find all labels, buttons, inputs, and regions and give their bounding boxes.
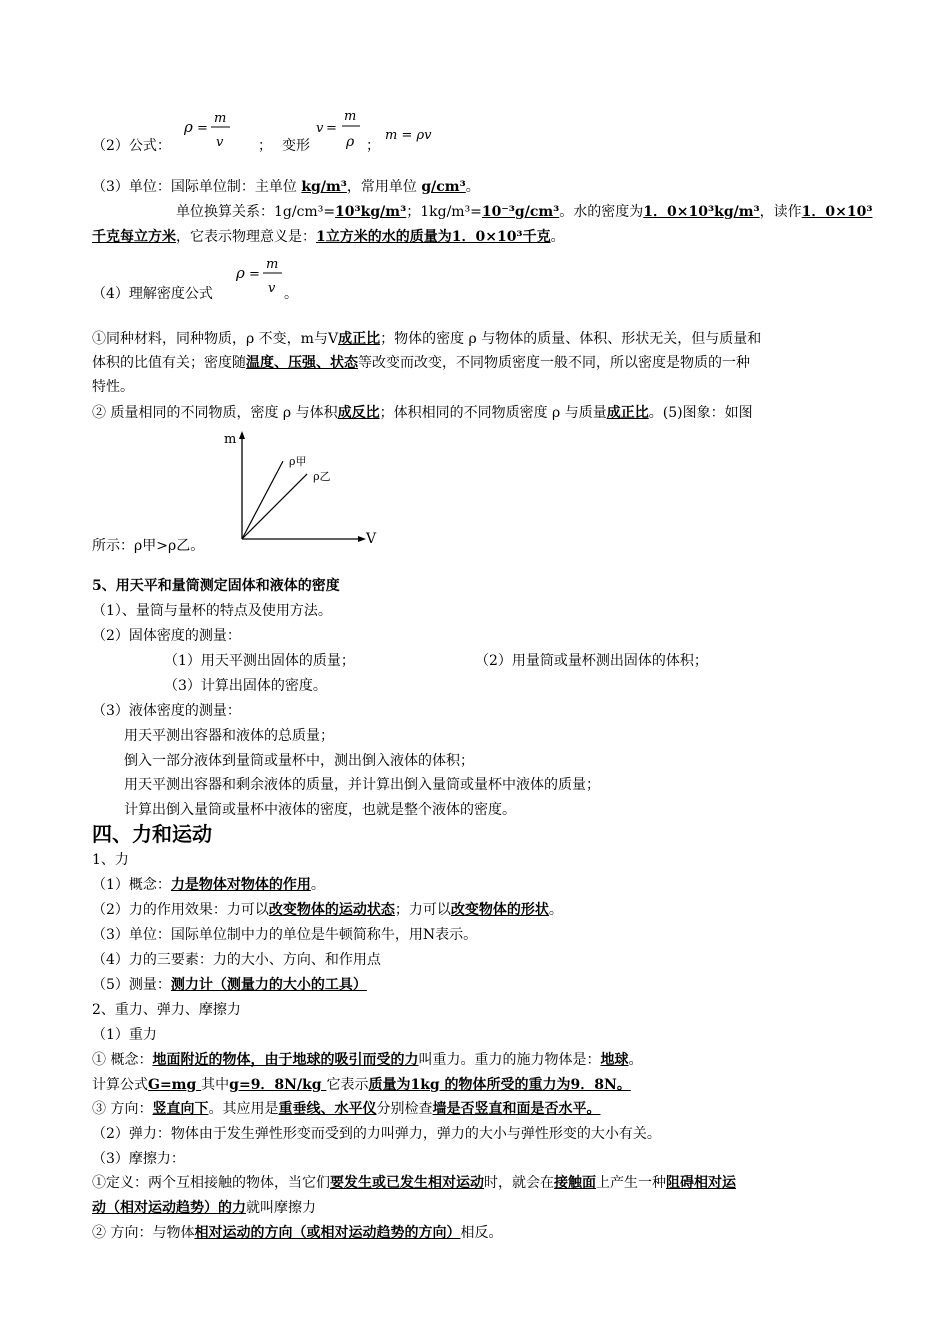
point1-line1: ①同种材料，同种物质，ρ 不变，m与V成正比；物体的密度 ρ 与物体的质量、体积、形状无关，但与质量和: [92, 331, 762, 347]
formula-rho-fraction: [182, 108, 242, 154]
formula-line: [92, 137, 171, 155]
svg-text:v: v: [268, 281, 276, 296]
section5-item: （3）计算出固体的密度。: [164, 678, 327, 694]
chapter-heading: 四、力和运动: [92, 822, 212, 846]
common-unit: g/cm³: [421, 179, 466, 195]
gravity-direction: ③ 方向：竖直向下。其应用是重垂线、水平仪分别检查墙是否竖直和面是否水平。: [92, 1101, 601, 1117]
formula-sep2: ；: [366, 138, 380, 154]
section5-item: （1）用天平测出固体的质量；: [164, 653, 355, 669]
formula-prefix: （2）公式：: [92, 138, 171, 154]
svg-text:=: =: [197, 121, 208, 136]
series-label-1: ρ甲: [289, 455, 307, 469]
svg-text:=: =: [249, 267, 260, 282]
x-axis-label: V: [366, 531, 377, 547]
main-unit: kg/m³: [301, 179, 347, 195]
friction-definition-2: 动（相对运动趋势）的力就叫摩擦力: [92, 1200, 316, 1216]
point1-line2: 体积的比值有关；密度随温度、压强、状态等改变而改变，不同物质密度一般不同，所以密度是物质的一种: [92, 355, 750, 371]
svg-text:m: m: [344, 109, 357, 124]
svg-text:m: m: [214, 111, 227, 126]
section5-item: （3）液体密度的测量：: [92, 703, 241, 719]
unit-line: （3）单位：国际单位制：主单位 kg/m³，常用单位 g/cm³。: [92, 179, 480, 195]
section5-title: 5、用天平和量筒测定固体和液体的密度: [92, 578, 340, 594]
section5-item: （2）固体密度的测量：: [92, 628, 241, 644]
formula-sep: ；: [258, 138, 272, 154]
friction-title: （3）摩擦力：: [92, 1151, 185, 1167]
svg-text:v: v: [316, 121, 324, 136]
force-concept: （1）概念：力是物体对物体的作用。: [92, 877, 325, 893]
series-label-2: ρ乙: [313, 469, 331, 483]
elastic-force: （2）弹力：物体由于发生弹性形变而受到的力叫弹力，弹力的大小与弹性形变的大小有关。: [92, 1126, 661, 1142]
svg-text:v: v: [216, 135, 224, 150]
force-title: 1、力: [92, 852, 129, 868]
formula-v-fraction: [314, 104, 370, 154]
section5-item: 计算出倒入量筒或量杯中液体的密度，也就是整个液体的密度。: [124, 802, 516, 818]
understand-end: 。: [284, 286, 298, 302]
section5-item: （2）用量筒或量杯测出固体的体积；: [475, 653, 708, 669]
conversion-line-2: 千克每立方米，它表示物理意义是：1立方米的水的质量为1．0×10³千克。: [92, 229, 565, 245]
understand-label: （4）理解密度公式: [92, 286, 213, 302]
section5-item: 用天平测出容器和剩余液体的质量，并计算出倒入量筒或量杯中液体的质量；: [124, 777, 600, 793]
graph-caption: 所示：ρ甲>ρ乙。: [92, 538, 205, 554]
gravity-concept: ① 概念：地面附近的物体，由于地球的吸引而受的力叫重力。重力的施力物体是：地球。: [92, 1052, 643, 1068]
series-line-1: [242, 461, 283, 539]
x-axis-arrow: [358, 536, 366, 542]
point1-line3: 特性。: [92, 379, 134, 395]
kinds-title: 2、重力、弹力、摩擦力: [92, 1002, 241, 1018]
section5-item: （1）、量筒与量杯的特点及使用方法。: [92, 603, 332, 619]
force-measure: （5）测量：测力计（测量力的大小的工具）: [92, 977, 367, 993]
point2-line: ② 质量相同的不同物质，密度 ρ 与体积成反比；体积相同的不同物质密度 ρ 与质量成正比。(5)图象：如图: [92, 405, 753, 421]
force-elements: （4）力的三要素：力的大小、方向、和作用点: [92, 952, 381, 968]
series-line-2: [242, 474, 307, 539]
conversion-line: 单位换算关系：1g/cm³=10³kg/m³；1kg/m³=10⁻³g/cm³。水的密度为1．0×10³kg/m³，读作1．0×10³: [176, 204, 873, 220]
force-effect: （2）力的作用效果：力可以改变物体的运动状态；力可以改变物体的形状。: [92, 902, 563, 918]
y-axis-arrow: [239, 431, 245, 439]
section5-item: 用天平测出容器和液体的总质量；: [124, 728, 334, 744]
gravity-title: （1）重力: [92, 1027, 157, 1043]
svg-text:ρ: ρ: [184, 118, 193, 136]
section5-item: 倒入一部分液体到量筒或量杯中，测出倒入液体的体积；: [124, 753, 474, 769]
friction-definition: ①定义：两个互相接触的物体，当它们要发生或已发生相对运动时，就会在接触面上产生一种阻碍相对运: [92, 1175, 736, 1191]
svg-text:ρ: ρ: [346, 134, 355, 150]
svg-text:=: =: [326, 121, 337, 136]
svg-text:m: m: [266, 257, 279, 272]
density-graph: [220, 425, 390, 550]
formula-m: m = ρv: [385, 128, 432, 143]
transform-label: 变形: [282, 138, 310, 154]
friction-direction: ② 方向：与物体相对运动的方向（或相对运动趋势的方向）相反。: [92, 1225, 503, 1241]
gravity-formula: 计算公式G=mg 其中g=9．8N/kg 它表示质量为1kg 的物体所受的重力为9．8N。: [92, 1077, 631, 1093]
y-axis-label: m: [224, 432, 237, 447]
svg-text:ρ: ρ: [236, 264, 245, 282]
force-unit: （3）单位：国际单位制中力的单位是牛顿简称牛，用N表示。: [92, 927, 478, 943]
